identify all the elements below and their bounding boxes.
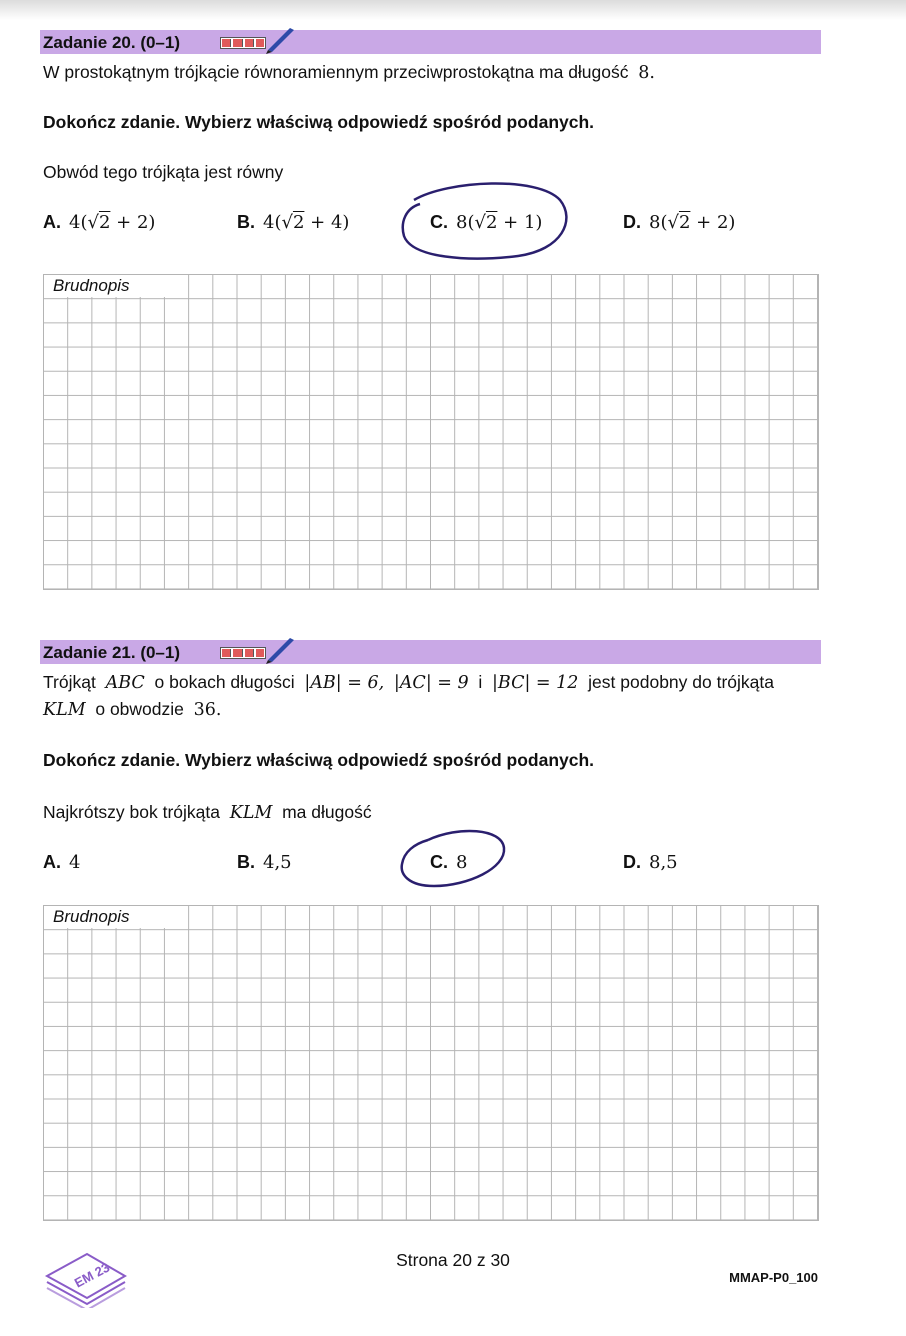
scratch-label-21: Brudnopis [44, 906, 173, 928]
task-20-header [40, 30, 821, 54]
task-21-instruction: Dokończ zdanie. Wybierz właściwą odpowiedź spośród podanych. [43, 750, 595, 770]
task-20-option-c[interactable]: C. 8(√2 + 1) [430, 212, 543, 233]
task-21-title: Zadanie 21. (0–1) [43, 643, 181, 662]
score-boxes-icon [220, 37, 266, 49]
task-20-instruction: Dokończ zdanie. Wybierz właściwą odpowiedź spośród podanych. [43, 112, 595, 132]
logo-text: EM 23 [71, 1259, 113, 1291]
task-20-stem: Obwód tego trójkąta jest równy [43, 162, 284, 182]
task-20-option-a[interactable]: A. 4(√2 + 2) [43, 212, 156, 233]
task-21-option-c[interactable]: C. 8 [430, 852, 468, 873]
task-21-stem: Najkrótszy bok trójkąta KLM ma długość [43, 802, 372, 823]
task-20-question: W prostokątnym trójkącie równoramiennym przeciwprostokątna ma długość 8. [43, 62, 655, 83]
task-21-option-a[interactable]: A. 4 [43, 852, 81, 873]
scratch-grid-20[interactable] [43, 274, 819, 590]
pen-icon [264, 26, 304, 54]
page-number: Strona 20 z 30 [396, 1250, 510, 1270]
task-20-option-d[interactable]: D. 8(√2 + 2) [623, 212, 736, 233]
selected-answer-circle-21 [398, 826, 510, 890]
scratch-grid-21[interactable] [43, 905, 819, 1221]
task-21-question-line-2: KLM o obwodzie 36. [43, 699, 222, 720]
document-code: MMAP-P0_100 [729, 1270, 818, 1285]
task-20-option-b[interactable]: B. 4(√2 + 4) [237, 212, 350, 233]
task-20-title: Zadanie 20. (0–1) [43, 33, 181, 52]
scratch-label-20: Brudnopis [44, 275, 173, 297]
score-boxes-icon [220, 647, 266, 659]
task-21-question-line-1: Trójkąt ABC o bokach długości |AB| = 6, |AC| = 9 i |BC| = 12 jest podobny do trójkąta [43, 672, 774, 693]
viewer-top-shadow [0, 0, 906, 20]
pen-icon [264, 636, 304, 664]
task-21-option-b[interactable]: B. 4,5 [237, 852, 292, 873]
task-21-option-d[interactable]: D. 8,5 [623, 852, 678, 873]
task-21-header [40, 640, 821, 664]
selected-answer-circle-20 [398, 178, 574, 264]
